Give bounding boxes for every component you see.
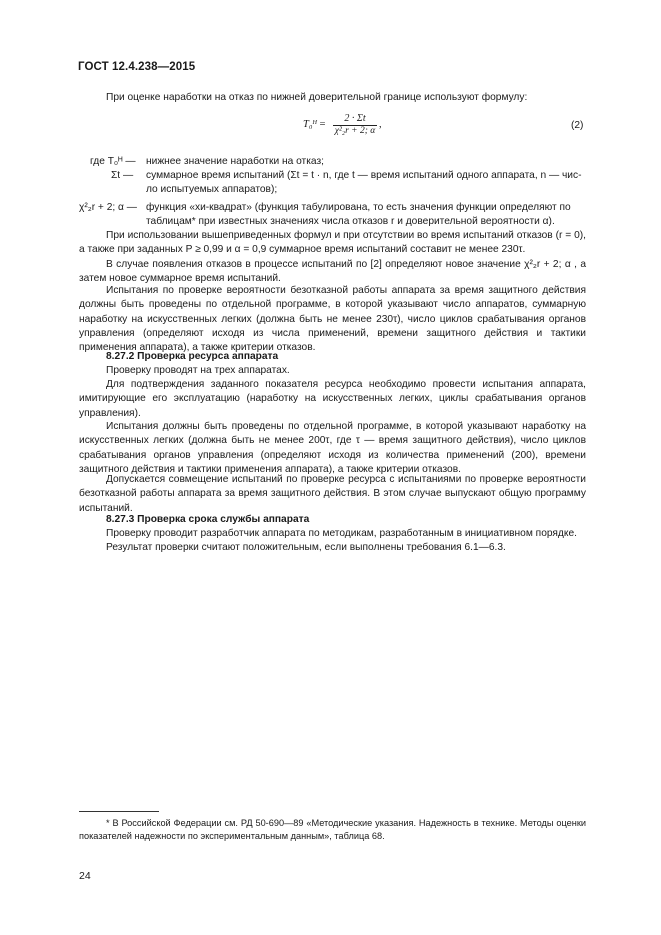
paragraph-8: Проверку проводит разработчик аппарата по методикам, разработанным в инициативном порядке. [106, 528, 577, 539]
paragraph-3: Испытания по проверке вероятности безотказной работы аппарата за время защитного действия должны быть проведены по отдельной программе, в которой указывают число аппаратов, суммарную наработку на искусственных легких (должна быть не менее 230τ), число циклов срабатывания органов управления (определяют исходя из числа применений, времени защитного действия и тактики применения аппарата), а также критерии отказов. [79, 285, 586, 354]
paragraph-1: При использовании вышеприведенных формул и при отсутствии во время испытаний отказов (r = 0), а также при заданных P ≥ 0,99 и α = 0,9 суммарное время испытаний составит не менее 230τ. [79, 230, 586, 256]
def-sym-2: Σt — [111, 170, 134, 181]
def-sym-3: χ²₂r + 2; α — [79, 202, 137, 213]
section-heading-8-27-2: 8.27.2 Проверка ресурса аппарата [106, 351, 279, 362]
document-header: ГОСТ 12.4.238—2015 [78, 61, 196, 73]
equation-number: (2) [571, 120, 584, 131]
formula-numerator: 2 · Σt [333, 113, 377, 126]
def-text-3: функция «хи-квадрат» (функция табулирована, то есть значения функции определяют по [146, 202, 571, 213]
footnote-separator [79, 811, 159, 812]
paragraph-9: Результат проверки считают положительным, если выполнены требования 6.1—6.3. [106, 542, 506, 553]
paragraph-7: Допускается совмещение испытаний по проверке ресурса с испытаниями по проверке вероятности безотказной работы аппарата за время защитного действия. В этом случае выпускают общую программу испытаний. [79, 474, 586, 514]
paragraph-4: Проверку проводят на трех аппаратах. [106, 365, 290, 376]
footnote: * В Российской Федерации см. РД 50-690—89 «Методические указания. Надежность в технике. Методы оценки показателей надежности по экспериментальным данным», таблица 68. [79, 818, 586, 841]
def-text-3-cont: таблицам* при известных значениях числа отказов r и доверительной вероятности α). [146, 216, 555, 227]
paragraph-5: Для подтверждения заданного показателя ресурса необходимо провести испытания аппарата, имитирующие его эксплуатацию (наработку на искусственных легких, циклы срабатывания органов управления). [79, 379, 586, 419]
def-text-2-cont: ло испытуемых аппаратов); [146, 184, 278, 195]
page-number: 24 [79, 870, 91, 882]
formula-lhs: T₀ᴴ = [303, 119, 326, 130]
intro-paragraph: При оценке наработки на отказ по нижней доверительной границе используют формулу: [106, 92, 528, 103]
paragraph-2: В случае появления отказов в процессе испытаний по [2] определяют новое значение χ²₂r + 2; α , а затем новое суммарное время испытаний. [79, 259, 586, 285]
def-sym-1: где T₀ᴴ — [90, 156, 136, 167]
formula-comma: , [379, 119, 382, 130]
def-text-1: нижнее значение наработки на отказ; [146, 156, 324, 167]
section-heading-8-27-3: 8.27.3 Проверка срока службы аппарата [106, 514, 310, 525]
paragraph-6: Испытания должны быть проведены по отдельной программе, в которой указывают наработку на искусственных легких (должна быть не менее 200τ, где τ — время защитного действия), число циклов срабатывания органов управления (определяют исходя из количества применений (200), времени защитного действия и тактики применения аппарата), а также критерии отказов. [79, 421, 586, 475]
formula-fraction [333, 113, 377, 136]
formula-denominator: χ²₂r + 2; α [334, 126, 376, 136]
def-text-2: суммарное время испытаний (Σt = t · n, где t — время испытаний одного аппарата, n — чис- [146, 170, 582, 181]
